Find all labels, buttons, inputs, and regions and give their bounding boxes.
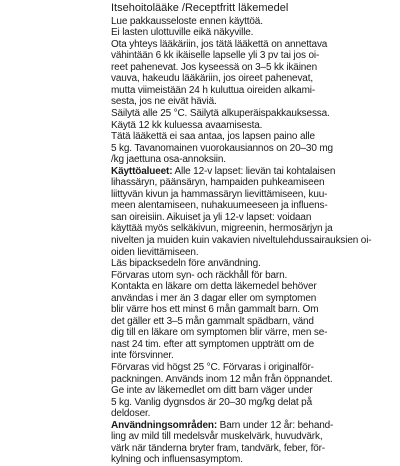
fi-uses-line: liittyvän kivun ja hammassäryn lievittämiseen, kuu- bbox=[111, 188, 328, 200]
sv-line: det gäller ett 3–5 mån gammalt spädbarn, vänd bbox=[111, 315, 314, 327]
fi-uses-heading: Käyttöalueet: bbox=[111, 165, 173, 177]
swedish-section bbox=[111, 258, 392, 466]
finnish-section bbox=[111, 16, 392, 258]
sv-line: Läs bipacksedeln före användning. bbox=[111, 258, 261, 270]
sv-uses-heading: Användningsområden: bbox=[111, 419, 218, 431]
sv-line: inte försvinner. bbox=[111, 350, 174, 362]
fi-uses-line: san oireisiin. Aikuiset ja yli 12-v lapset: voidaan bbox=[111, 211, 312, 223]
fi-line: mutta viimeistään 24 h kuluttua oireiden alkami- bbox=[111, 84, 316, 96]
fi-line: Ota yhteys lääkäriin, jos tätä lääkettä on annettava bbox=[111, 38, 328, 50]
fi-line: reet pahenevat. Jos kyseessä on 3–5 kk ikäinen bbox=[111, 61, 318, 73]
sv-line: Ge inte av läkemedlet om ditt barn väger under bbox=[111, 385, 313, 397]
sv-line: packningen. Används inom 12 mån från öppnandet. bbox=[111, 373, 333, 385]
fi-uses-first-text: Alle 12-v lapset: lievän tai kohtalaisen bbox=[172, 165, 336, 177]
fi-line: vauva, hakeudu lääkäriin, jos oireet pahenevat, bbox=[111, 73, 313, 85]
sv-uses-first-line bbox=[111, 420, 392, 432]
label-title: Itsehoitolääke /Receptfritt läkemedel bbox=[111, 2, 289, 14]
fi-uses-line: nivelten ja muiden kuin vakavien niveltulehdussairauksien oi- bbox=[111, 234, 372, 246]
fi-uses-line: oiden lievittämiseen. bbox=[111, 246, 199, 258]
fi-line: /kg jaettuna osa-annoksiin. bbox=[111, 154, 226, 166]
fi-uses-first-line bbox=[111, 166, 392, 178]
sv-line: blir värre hos ett minst 6 mån gammalt barn. Om bbox=[111, 304, 319, 316]
sv-uses-line: värk när tänderna bryter fram, tandvärk, feber, för- bbox=[111, 442, 325, 454]
fi-line: sesta, jos ne eivät häviä. bbox=[111, 96, 217, 108]
sv-uses-line: kylning och influensasymptom. bbox=[111, 454, 243, 466]
sv-line: dig till en läkare om symptomen blir värre, men se- bbox=[111, 327, 328, 339]
fi-uses-line: meen alentamiseen, nuhakuumeeseen ja influens- bbox=[111, 200, 328, 212]
sv-line: nast 24 tim. efter att symptomen uppträtt om de bbox=[111, 338, 315, 350]
sv-line: Förvaras vid högst 25 °C. Förvaras i originalför- bbox=[111, 362, 314, 373]
fi-line: Lue pakkausseloste ennen käyttöä. bbox=[111, 15, 263, 27]
fi-line: Ei lasten ulottuville eikä näkyville. bbox=[111, 27, 254, 39]
sv-line: deldoser. bbox=[111, 408, 151, 420]
fi-line: Tätä lääkettä ei saa antaa, jos lapsen paino alle bbox=[111, 131, 315, 143]
fi-uses-line: käyttää myös selkäkivun, migreenin, hermosärjyn ja bbox=[111, 223, 333, 235]
sv-line: 5 kg. Vanlig dygnsdos är 20–30 mg/kg delat på bbox=[111, 396, 312, 408]
sv-uses-first-text: Barn under 12 år: behand- bbox=[217, 419, 334, 431]
fi-line: Säilytä alle 25 °C. Säilytä alkuperäispakkauksessa. bbox=[111, 107, 330, 119]
sv-line: Kontakta en läkare om detta läkemedel behöver bbox=[111, 281, 317, 293]
fi-line: vähintään 6 kk ikäiselle lapselle yli 3 pv tai jos oi- bbox=[111, 50, 320, 62]
fi-uses-line: lihassäryn, päänsäryn, hampaiden puhkeamiseen bbox=[111, 177, 325, 189]
sv-uses-line: ling av mild till medelsvår muskelvärk, huvudvärk, bbox=[111, 431, 323, 443]
fi-line: 5 kg. Tavanomainen vuorokausiannos on 20–30 mg bbox=[111, 142, 333, 154]
sv-line: Förvaras utom syn- och räckhåll för barn. bbox=[111, 269, 288, 281]
fi-line: Käytä 12 kk kuluessa avaamisesta. bbox=[111, 119, 263, 131]
sv-line: användas i mer än 3 dagar eller om symptomen bbox=[111, 292, 317, 304]
